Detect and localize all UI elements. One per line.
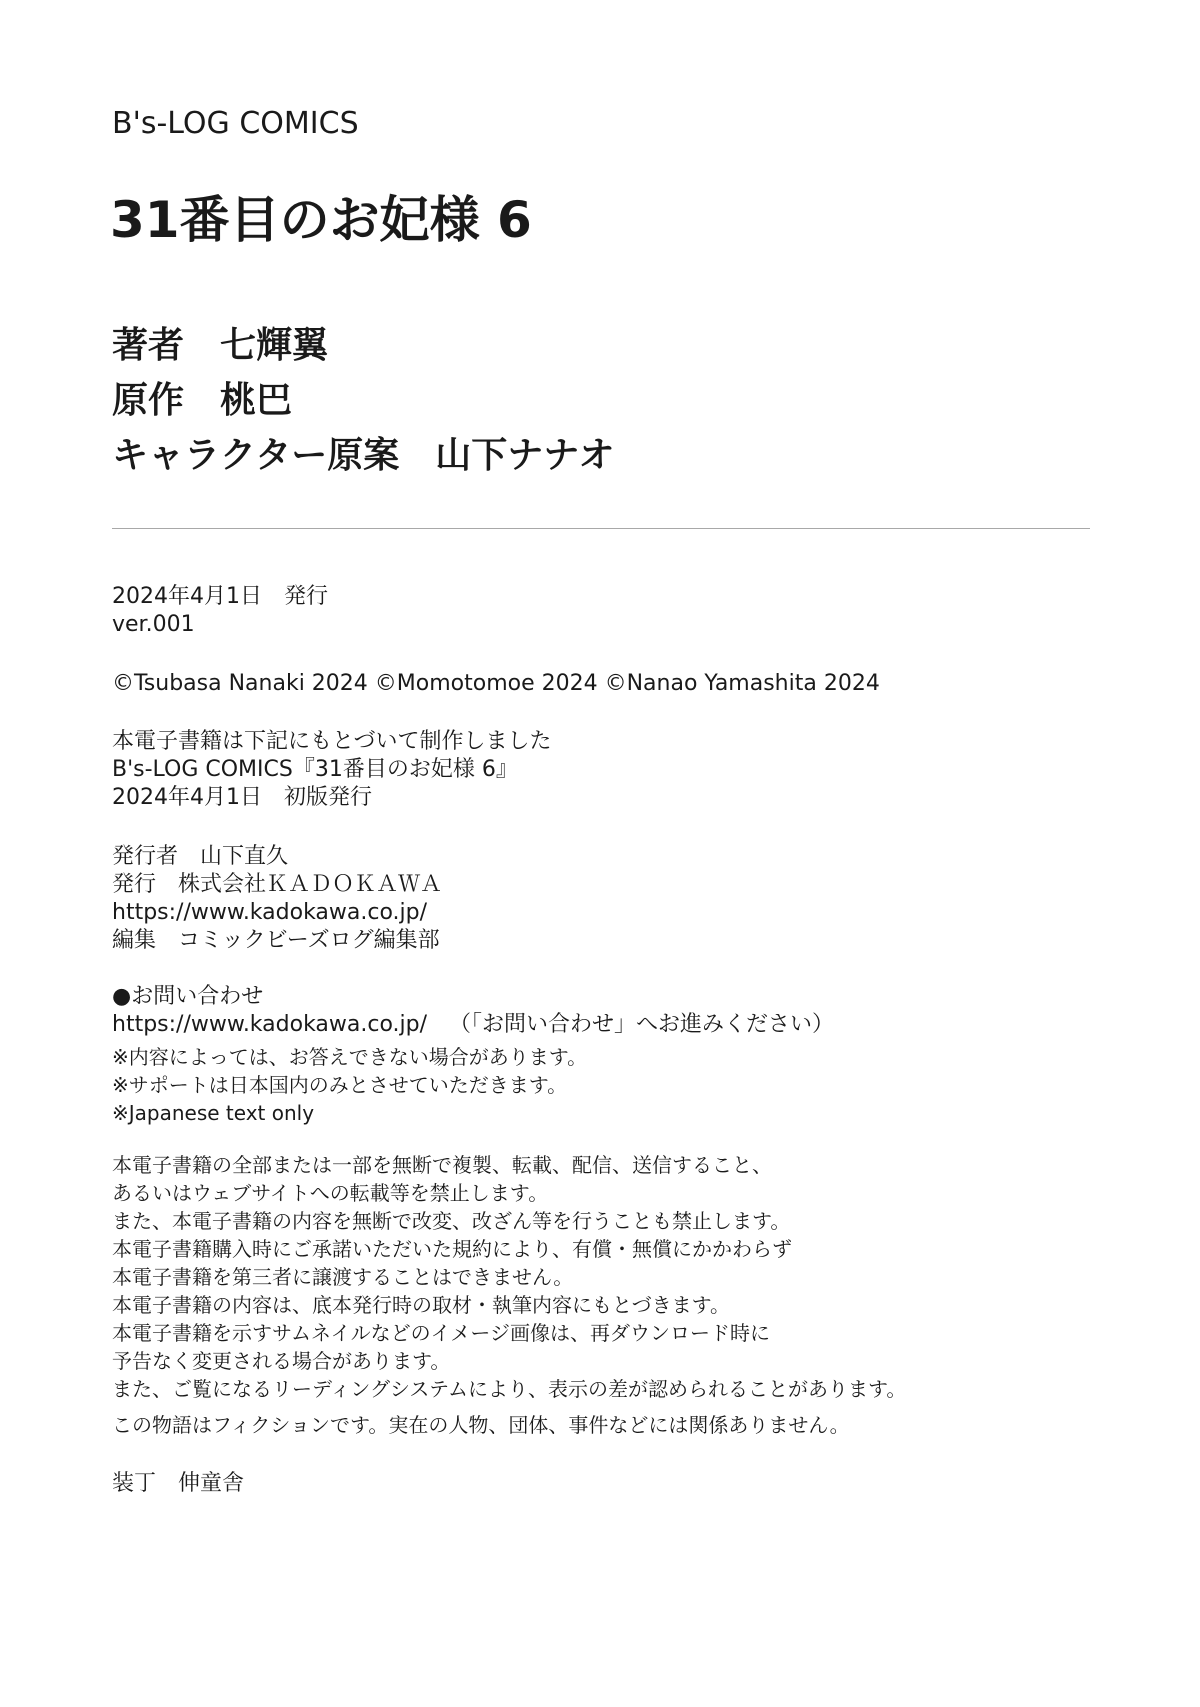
copyright-line: ©Tsubasa Nanaki 2024 ©Momotomoe 2024 ©Nanao Yamashita 2024 <box>112 671 880 696</box>
publication-date: 2024年4月1日 <box>112 584 262 609</box>
source-date: 2024年4月1日 <box>112 785 262 810</box>
publisher-url[interactable]: https://www.kadokawa.co.jp/ <box>112 900 428 925</box>
publisher-role: 発行者 <box>112 844 179 869</box>
legal-line: あるいはウェブサイトへの転載等を禁止します。 <box>112 1181 549 1205</box>
editor-role: 編集 <box>112 928 157 953</box>
divider <box>112 528 1090 529</box>
legal-line: 本電子書籍購入時にご承諾いただいた規約により、有償・無償にかかわらず <box>112 1237 792 1261</box>
fiction-notice: この物語はフィクションです。実在の人物、団体、事件などには関係ありません。 <box>112 1413 850 1437</box>
contact-note: ※Japanese text only <box>112 1101 315 1125</box>
contact-note: ※内容によっては、お答えできない場合があります。 <box>112 1045 588 1069</box>
issuer-role: 発行 <box>112 872 157 897</box>
version: ver.001 <box>112 612 195 637</box>
contact-url[interactable]: https://www.kadokawa.co.jp/ <box>112 1012 428 1037</box>
credit-original <box>112 373 615 428</box>
publisher-name: 山下直久 <box>200 844 289 869</box>
credit-author <box>112 318 615 373</box>
credits-list <box>112 318 615 483</box>
publisher-info <box>112 843 442 955</box>
contact-notes <box>112 1043 587 1127</box>
contact-url-note: （「お問い合わせ」へお進みください） <box>449 1012 835 1037</box>
source-date-label: 初版発行 <box>283 785 372 810</box>
design-role: 装丁 <box>112 1471 157 1496</box>
legal-line: また、本電子書籍の内容を無断で改変、改ざん等を行うことも禁止します。 <box>112 1209 791 1233</box>
legal-line: 本電子書籍の全部または一部を無断で複製、転載、配信、送信すること、 <box>112 1153 772 1177</box>
legal-notice <box>112 1151 906 1403</box>
legal-line: また、ご覧になるリーディングシステムにより、表示の差が認められることがあります。 <box>112 1377 907 1401</box>
series-label: B's-LOG COMICS <box>112 106 359 141</box>
credit-character-design <box>112 428 615 483</box>
credit-name: 七輝翼 <box>220 325 329 366</box>
issuer-name: 株式会社ＫＡＤＯＫＡＷＡ <box>178 872 443 897</box>
legal-line: 本電子書籍を示すサムネイルなどのイメージ画像は、再ダウンロード時に <box>112 1321 770 1345</box>
source-info <box>112 728 552 812</box>
book-title: 31番目のお妃様 6 <box>110 191 532 249</box>
design-credit <box>112 1470 244 1498</box>
publication-date-label: 発行 <box>283 584 328 609</box>
source-line: 本電子書籍は下記にもとづいて制作しました <box>112 729 552 754</box>
credit-name: 山下ナナオ <box>435 435 615 476</box>
design-name: 伸童舎 <box>178 1471 245 1496</box>
credit-role: キャラクター原案 <box>112 435 400 476</box>
publication-info <box>112 583 328 639</box>
source-line: B's-LOG COMICS『31番目のお妃様 6』 <box>112 757 518 782</box>
credit-role: 著者 <box>112 325 185 366</box>
credit-role: 原作 <box>112 380 185 421</box>
credit-name: 桃巴 <box>220 380 293 421</box>
contact-heading: ●お問い合わせ <box>112 984 264 1009</box>
legal-line: 本電子書籍を第三者に譲渡することはできません。 <box>112 1265 574 1289</box>
legal-line: 本電子書籍の内容は、底本発行時の取材・執筆内容にもとづきます。 <box>112 1293 730 1317</box>
contact-note: ※サポートは日本国内のみとさせていただきます。 <box>112 1073 568 1097</box>
legal-line: 予告なく変更される場合があります。 <box>112 1349 451 1373</box>
contact-info <box>112 983 834 1039</box>
editor-name: コミックビーズログ編集部 <box>178 928 440 953</box>
